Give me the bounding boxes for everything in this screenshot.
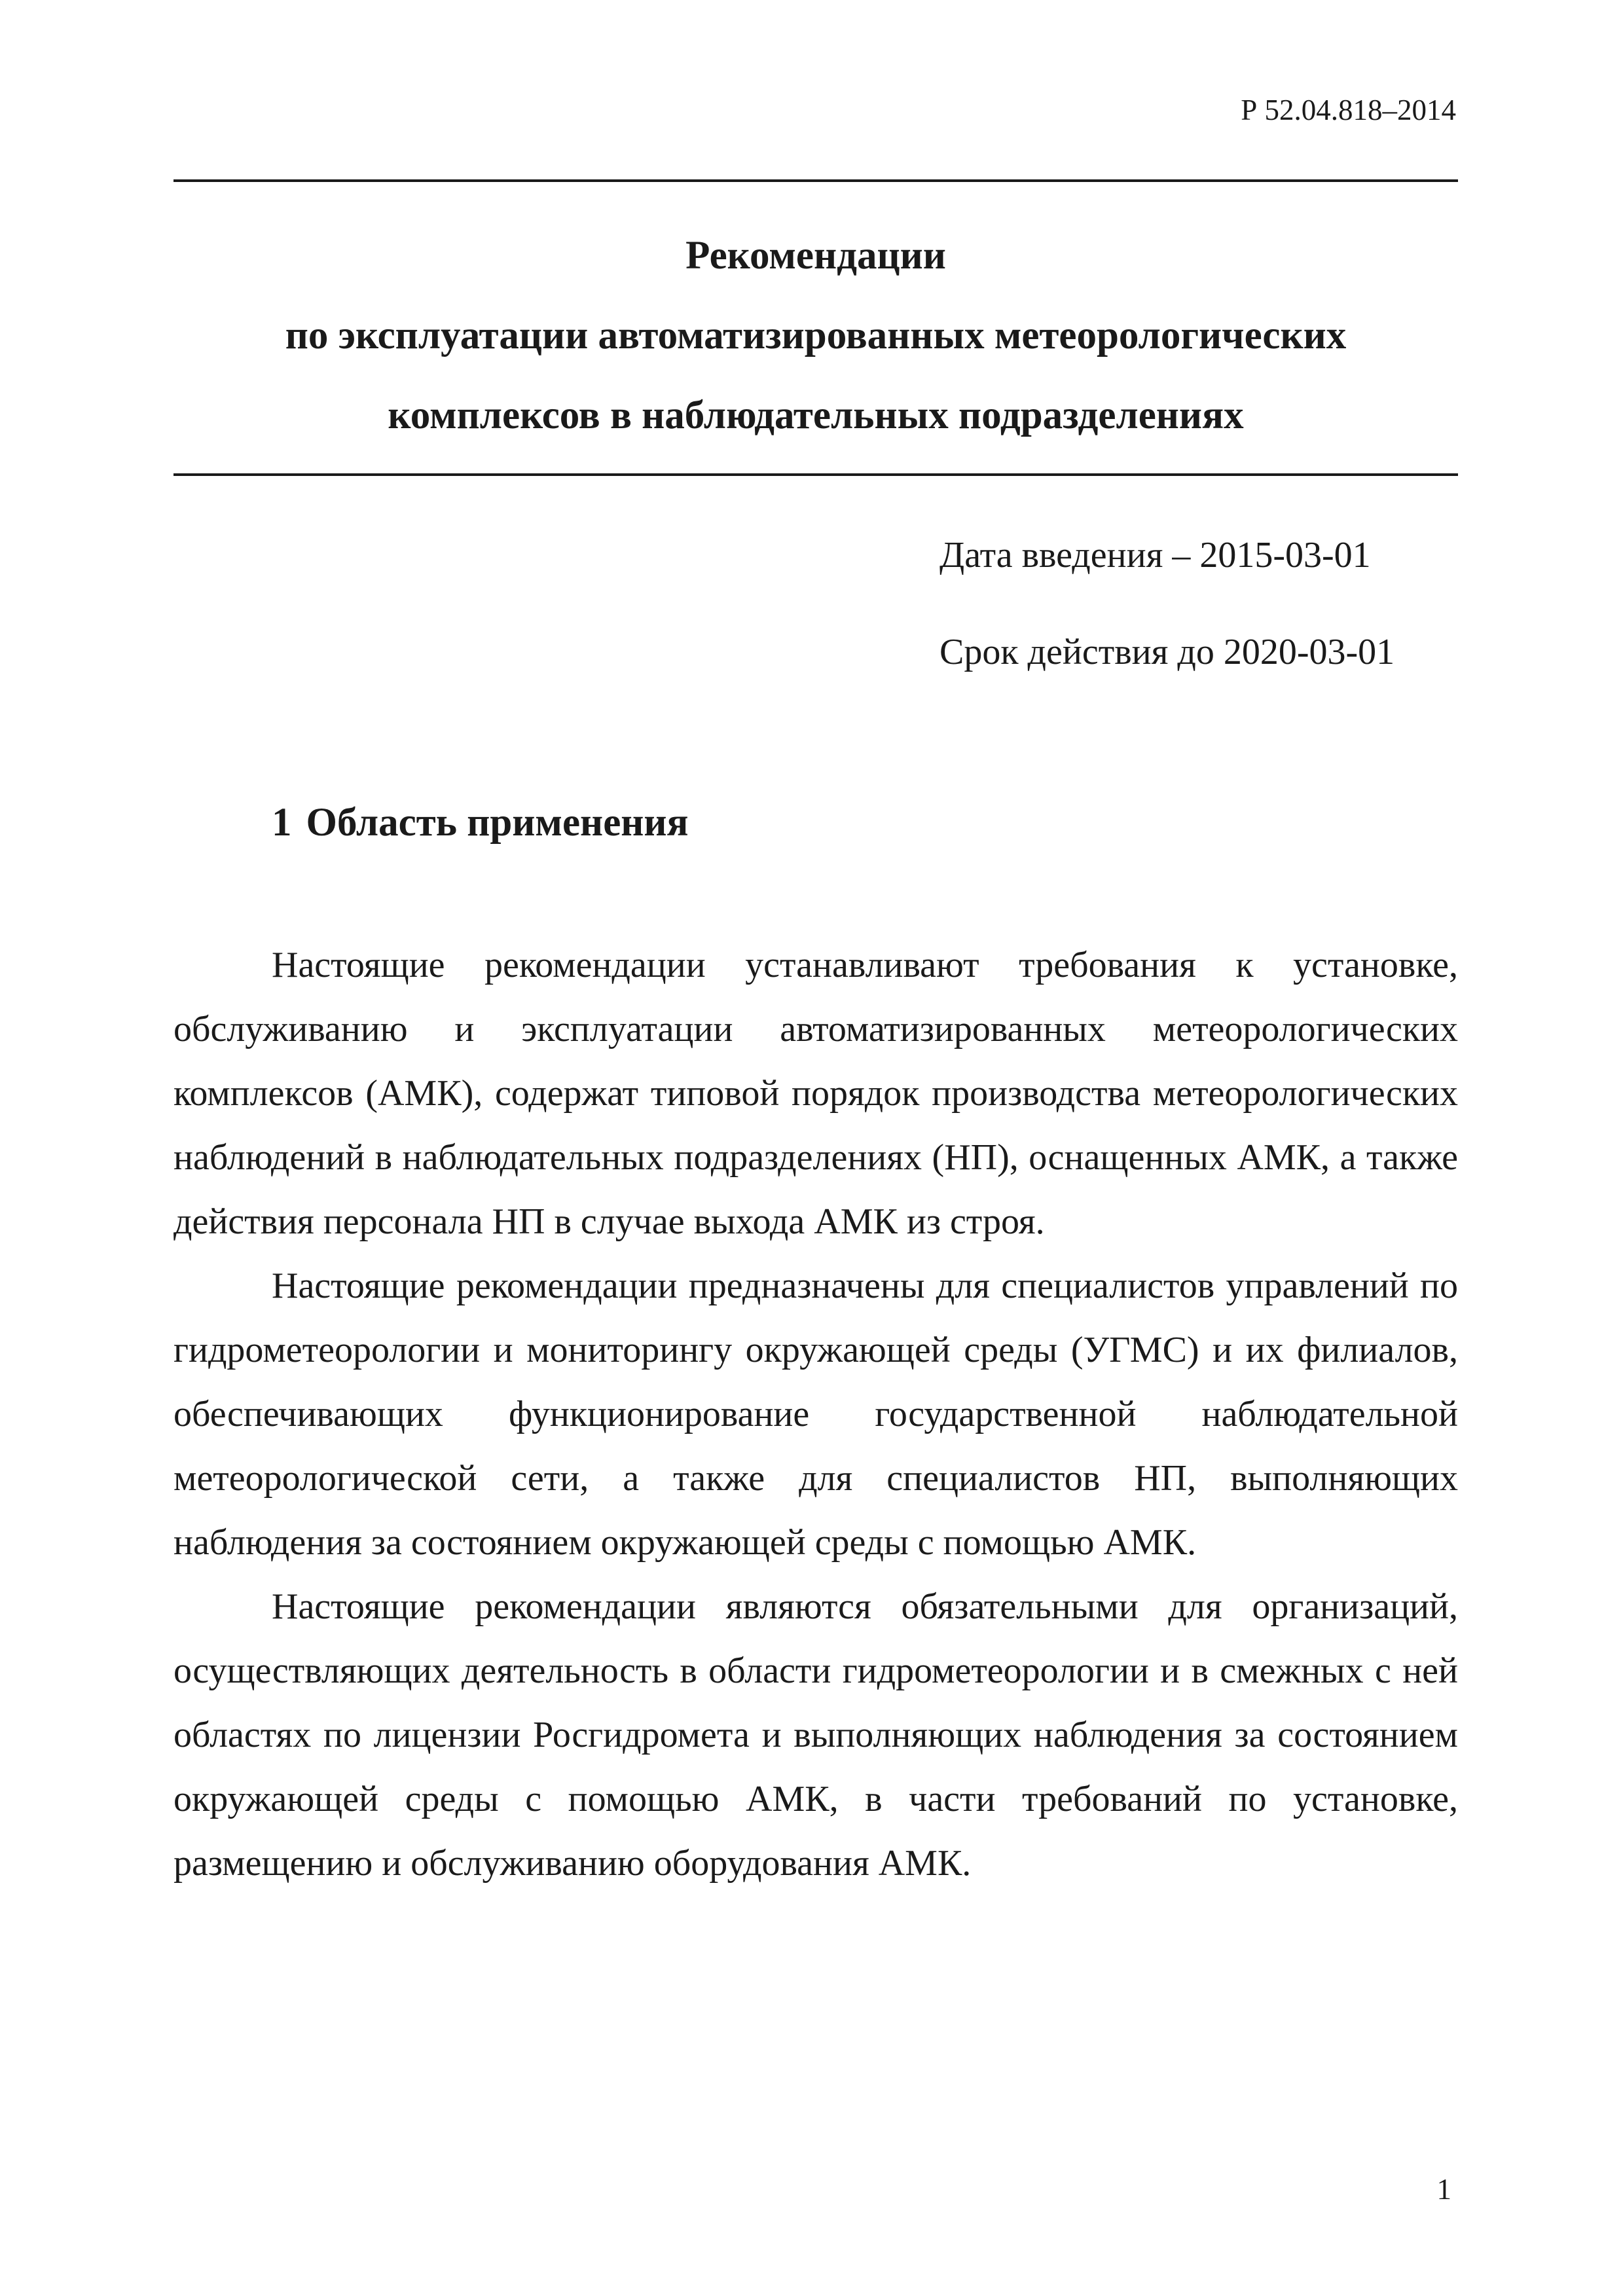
paragraph: Настоящие рекомендации являются обязательными для организаций, осуществляющих деятельность в области гидрометеорологии и в смежных с ней областях по лицензии Росгидромета и выполняющих наблюдения за состоянием окружающей среды с помощью АМК, в части требований по установке, размещению и обслуживанию оборудования АМК.	[173, 1586, 1458, 1884]
page-number: 1	[1436, 2173, 1451, 2206]
title-line-1: Рекомендации	[685, 234, 946, 278]
document-code: Р 52.04.818–2014	[1241, 94, 1456, 126]
bottom-divider	[173, 473, 1458, 476]
paragraph: Настоящие рекомендации устанавливают требования к установке, обслуживанию и эксплуатации автоматизированных метеорологических комплексов (АМК), содержат типовой порядок производства метеорологических наблюдений в наблюдательных подразделениях (НП), оснащенных АМК, а также действия персонала НП в случае выхода АМК из строя.	[173, 945, 1458, 1242]
section-title: Область применения	[306, 801, 689, 845]
paragraph: Настоящие рекомендации предназначены для специалистов управлений по гидрометеорологии и мониторингу окружающей среды (УГМС) и их филиалов, обеспечивающих функционирование государственной наблюдательной метеорологической сети, а также для специалистов НП, выполняющих наблюдения за состоянием окружающей среды с помощью АМК.	[173, 1266, 1458, 1563]
title-line-2: по эксплуатации автоматизированных метеорологических	[285, 314, 1347, 357]
top-divider	[173, 179, 1458, 182]
title-line-3: комплексов в наблюдательных подразделениях	[388, 393, 1244, 437]
section-heading	[272, 803, 689, 843]
section-number: 1	[272, 801, 292, 845]
section-body	[173, 933, 1458, 1895]
validity-date: Срок действия до 2020-03-01	[939, 632, 1395, 672]
document-title	[173, 216, 1458, 456]
introduction-date: Дата введения – 2015-03-01	[939, 535, 1371, 575]
